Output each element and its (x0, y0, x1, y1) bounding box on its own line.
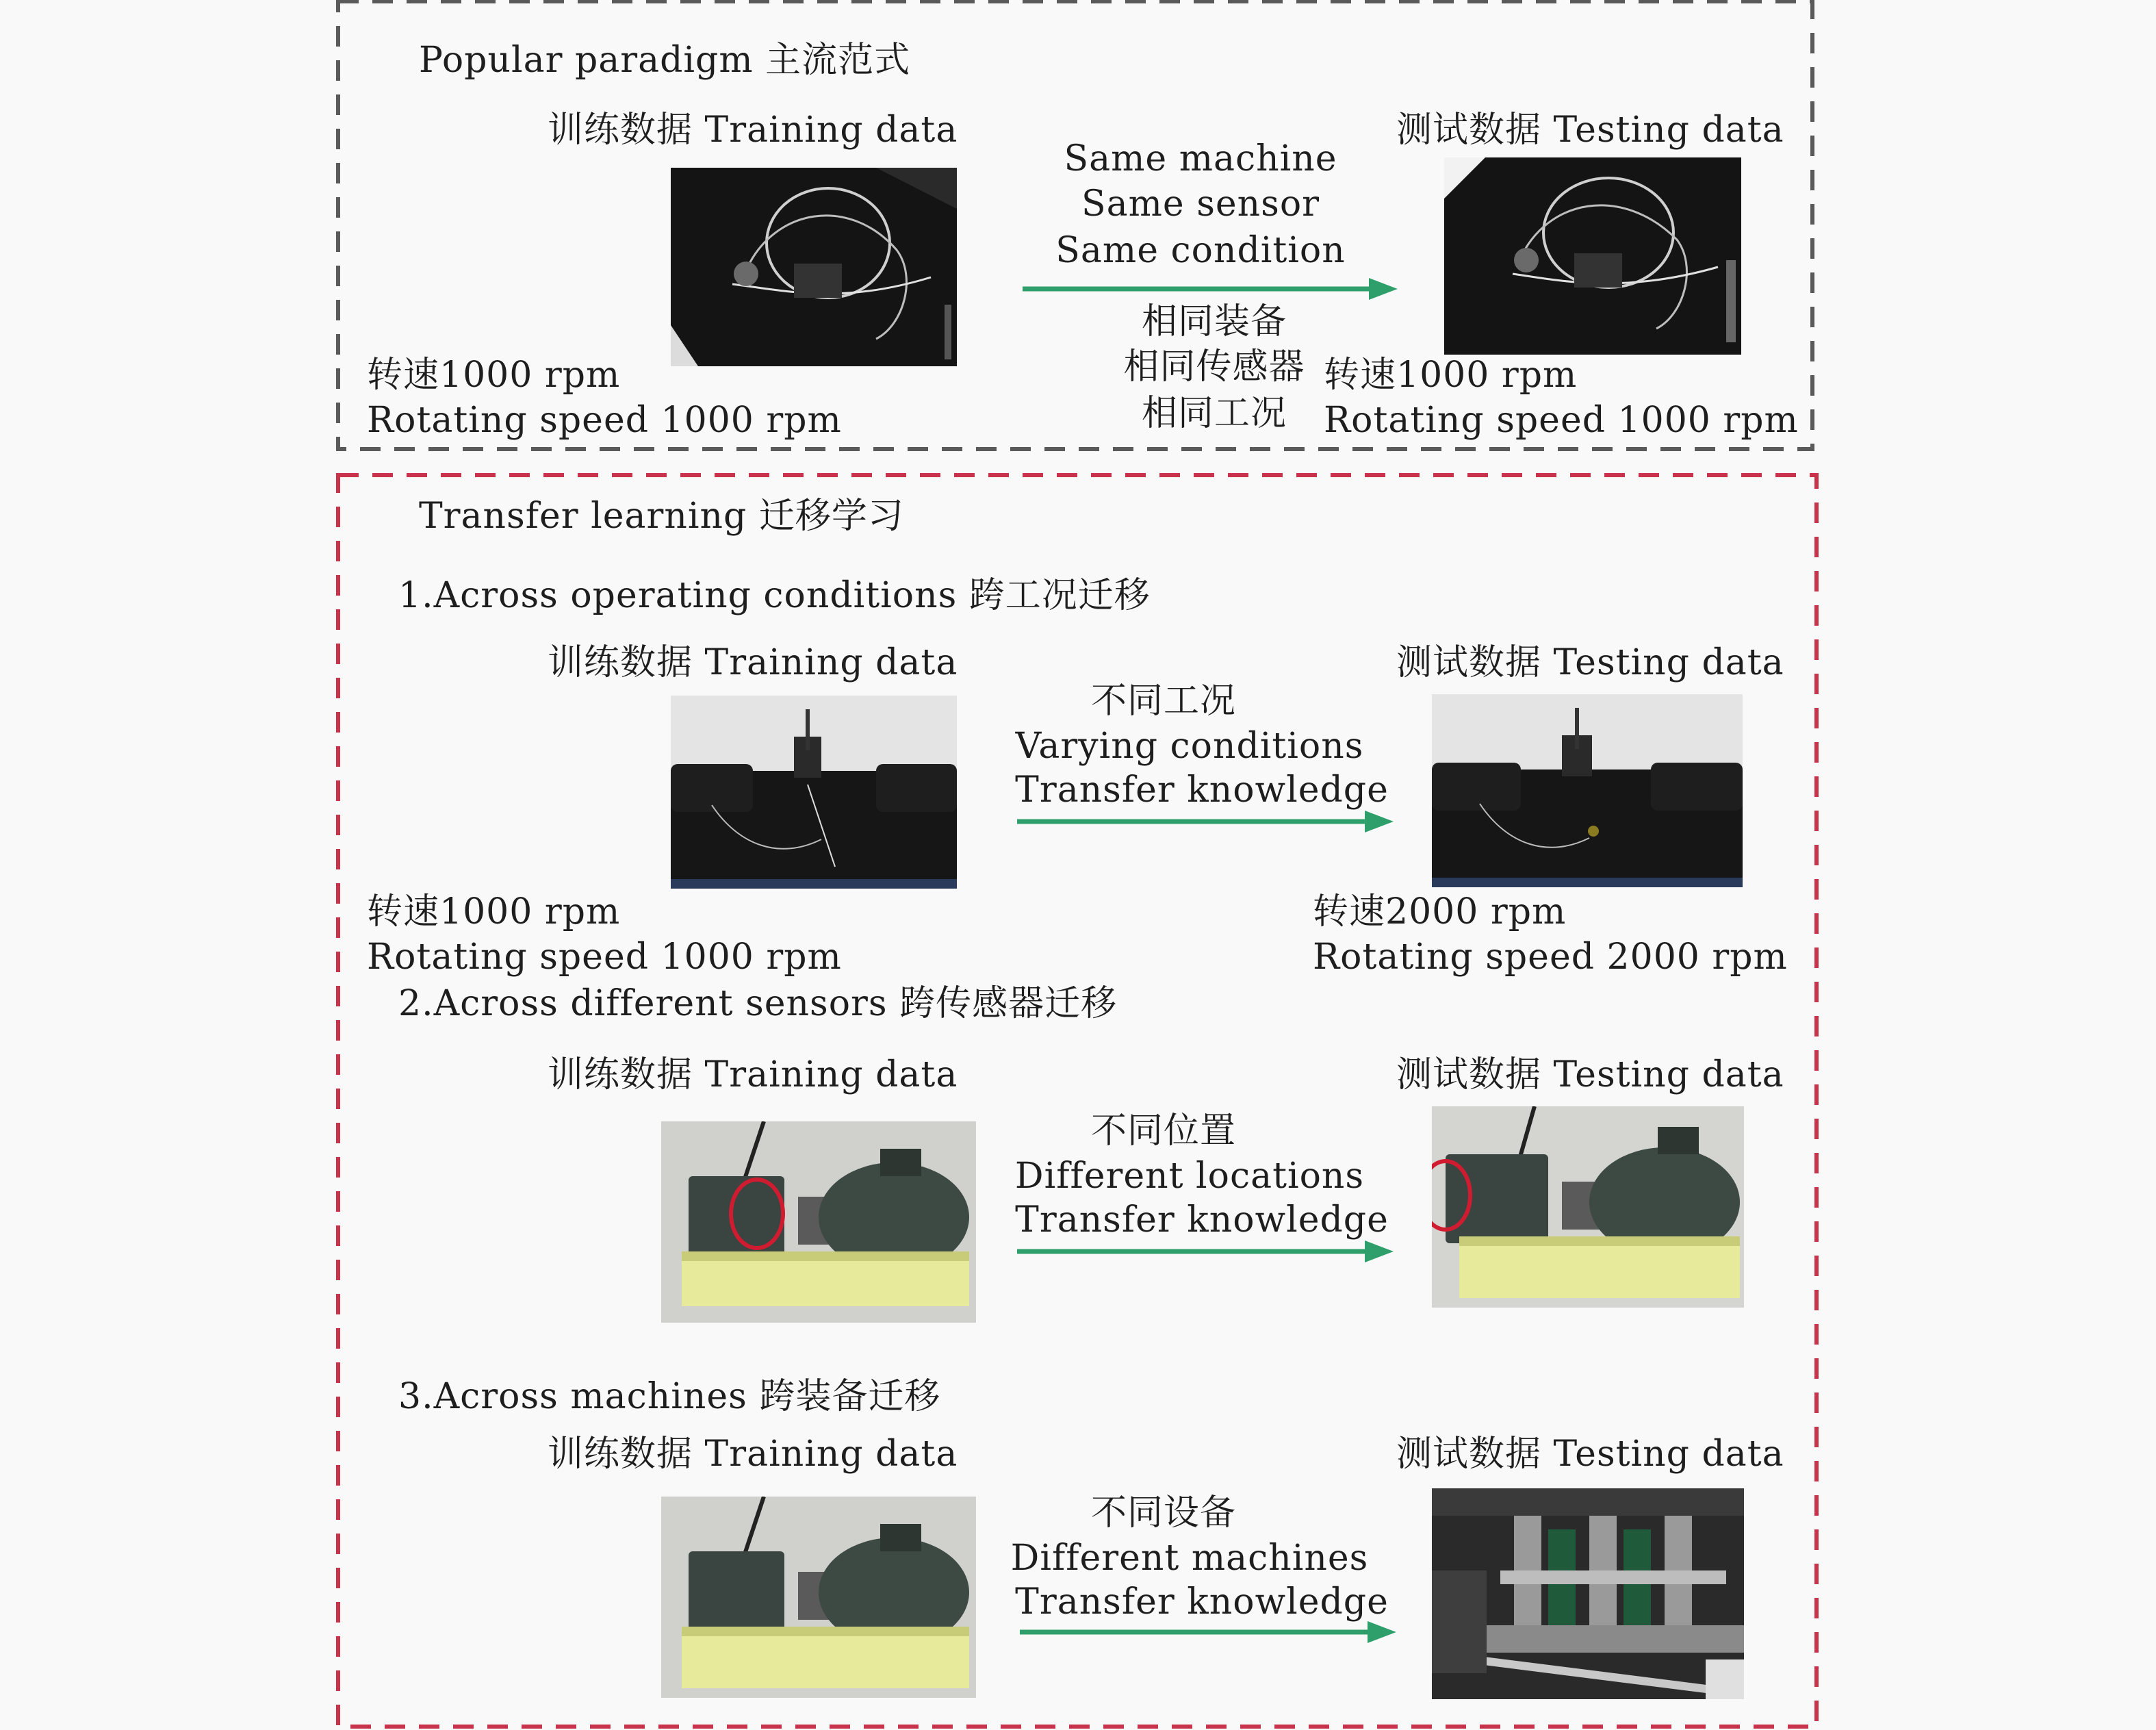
popular-center-en-1: Same machine (1064, 138, 1337, 179)
case2-arrow (1013, 1236, 1400, 1268)
case1-right-speed-en: Rotating speed 2000 rpm (1313, 937, 1788, 978)
popular-paradigm-title: Popular paradigm 主流范式 (419, 40, 911, 81)
case2-heading: 2.Across different sensors 跨传感器迁移 (398, 983, 1118, 1024)
case1-left-speed-en: Rotating speed 1000 rpm (367, 937, 842, 978)
case3-center-3: Transfer knowledge (1015, 1581, 1389, 1623)
case1-center-3: Transfer knowledge (1015, 769, 1389, 811)
case2-center-3: Transfer knowledge (1015, 1199, 1389, 1241)
case2-training-photo (661, 1121, 976, 1323)
popular-training-photo (671, 168, 957, 366)
case3-testing-label: 测试数据 Testing data (1396, 1434, 1784, 1475)
case1-right-speed-zh: 转速2000 rpm (1313, 891, 1567, 932)
case1-testing-photo (1432, 694, 1743, 887)
popular-center-en-2: Same sensor (1081, 183, 1320, 225)
popular-center-zh-2: 相同传感器 (1123, 346, 1305, 387)
case2-testing-photo (1432, 1106, 1744, 1308)
popular-testing-photo (1444, 157, 1741, 355)
case1-testing-label: 测试数据 Testing data (1396, 642, 1784, 683)
case1-heading: 1.Across operating conditions 跨工况迁移 (398, 575, 1151, 616)
right-arrow-icon (1017, 811, 1394, 832)
popular-left-speed-en: Rotating speed 1000 rpm (367, 400, 842, 441)
case2-center-1: 不同位置 (1090, 1110, 1237, 1152)
case2-training-label: 训练数据 Training data (548, 1054, 958, 1095)
case3-center-2: Different machines (1010, 1538, 1369, 1579)
case3-training-photo (661, 1497, 976, 1698)
case1-arrow (1013, 806, 1400, 838)
case1-center-1: 不同工况 (1090, 680, 1237, 722)
popular-center-zh-1: 相同装备 (1141, 301, 1287, 342)
transfer-learning-title: Transfer learning 迁移学习 (419, 496, 904, 537)
case3-training-label: 训练数据 Training data (548, 1434, 958, 1475)
case3-arrow (1016, 1617, 1403, 1649)
right-arrow-icon (1017, 1241, 1394, 1262)
popular-testing-label: 测试数据 Testing data (1396, 110, 1784, 151)
popular-right-speed-en: Rotating speed 1000 rpm (1324, 400, 1799, 441)
popular-training-label: 训练数据 Training data (548, 110, 958, 151)
popular-right-speed-zh: 转速1000 rpm (1324, 355, 1578, 396)
case3-heading: 3.Across machines 跨装备迁移 (398, 1376, 941, 1417)
case2-center-2: Different locations (1014, 1156, 1365, 1197)
popular-left-speed-zh: 转速1000 rpm (367, 355, 621, 396)
popular-center-en-3: Same condition (1055, 230, 1346, 271)
case1-training-photo (671, 696, 957, 889)
right-arrow-icon (1023, 278, 1398, 300)
case1-left-speed-zh: 转速1000 rpm (367, 891, 621, 932)
case1-training-label: 训练数据 Training data (548, 642, 958, 683)
case1-center-2: Varying conditions (1015, 726, 1364, 767)
case3-testing-photo (1432, 1488, 1744, 1699)
case3-center-1: 不同设备 (1090, 1492, 1237, 1534)
popular-center-zh-3: 相同工况 (1141, 393, 1287, 434)
right-arrow-icon (1020, 1621, 1396, 1643)
case2-testing-label: 测试数据 Testing data (1396, 1054, 1784, 1095)
